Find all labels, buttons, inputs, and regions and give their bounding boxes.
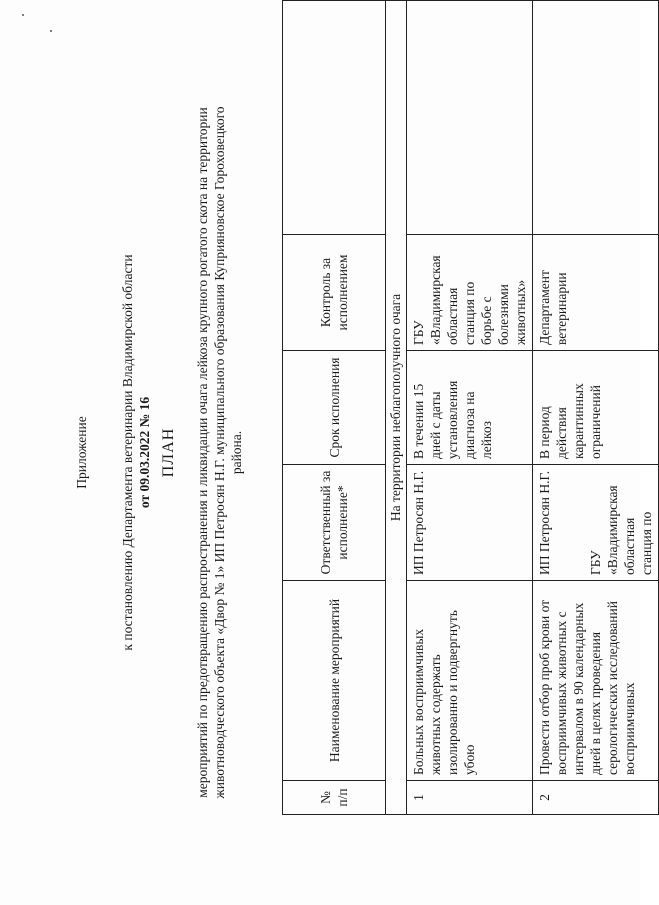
appendix-title: Приложение <box>74 416 89 489</box>
row-control: Департамент ветеринарии <box>533 235 659 351</box>
row-control: ГБУ «Владимирская областная станция по борьбе с болезнями животных» <box>407 235 533 351</box>
row-number: 1 <box>407 781 533 815</box>
decree-reference: к постановлению Департамента ветеринарии Владимирской области <box>120 254 135 651</box>
subtitle-line: животноводческого объекта «Двор № 1» ИП Петросян Н.Г. муниципального образования Куприяновское Гороховецкого <box>212 106 227 799</box>
plan-title: ПЛАН <box>160 427 177 478</box>
row-empty <box>407 1 533 235</box>
row-term: В период действия карантинных ограничений <box>533 351 659 465</box>
row-responsible <box>533 465 659 581</box>
header-name: Наименование мероприятий <box>283 581 386 781</box>
header-control: Контроль за исполнением <box>283 235 386 351</box>
row-term: В течении 15 дней с даты установления диагноза на лейкоз <box>407 351 533 465</box>
plan-subtitle <box>194 40 245 865</box>
subtitle-line: мероприятий по предотвращению распространения и ликвидации очага лейкоза крупного рогатого скота на территории <box>195 107 210 798</box>
responsible-primary: ИП Петросян Н.Г. <box>537 470 552 575</box>
table-section-row <box>386 1 407 815</box>
row-responsible: ИП Петросян Н.Г. <box>407 465 533 581</box>
table-row <box>533 1 659 815</box>
header-responsible: Ответственный за исполнение* <box>283 465 386 581</box>
header-term: Срок исполнения <box>283 351 386 465</box>
section-label: На территории неблагополучного очага <box>386 1 407 815</box>
plan-table <box>282 0 659 815</box>
table-row <box>407 1 533 815</box>
decree-date-number: от 09.03.2022 № 16 <box>137 396 152 509</box>
subtitle-line: района. <box>229 430 244 475</box>
row-measure: Провести отбор проб крови от восприимчивых животных с интервалом в 90 календарных дней в целях проведения серологических исследований восприимчивых <box>533 581 659 781</box>
responsible-secondary: ГБУ «Владимирская областная станция по <box>588 485 654 575</box>
table-header-row <box>283 1 386 815</box>
row-number: 2 <box>533 781 659 815</box>
header-empty <box>283 1 386 235</box>
header-number: № п/п <box>283 781 386 815</box>
row-empty <box>533 1 659 235</box>
row-measure: Больных восприимчивых животных содержать изолированно и подвергнуть убою <box>407 581 533 781</box>
